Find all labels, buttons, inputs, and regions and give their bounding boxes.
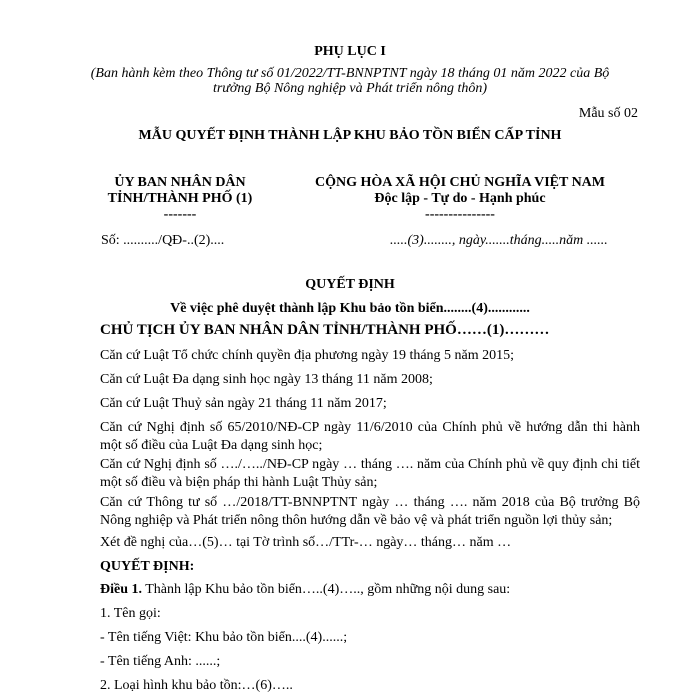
national-name: CỘNG HÒA XÃ HỘI CHỦ NGHĨA VIỆT NAM [314,175,605,190]
legal-basis-4: Căn cứ Nghị định số 65/2010/NĐ-CP ngày 11/6/2010 của Chính phủ về hướng dẫn thi hành một số điều của Luật Đa dạng sinh học; [100,420,640,453]
article-1 [100,582,510,598]
item-1-name: 1. Tên gọi: [100,606,161,621]
appendix-title: PHỤ LỤC I [314,44,386,59]
document-number: Số: ........../QĐ-..(2).... [101,233,225,248]
issuer-separator: ------- [163,207,197,222]
national-motto: Độc lập - Tự do - Hạnh phúc [374,191,546,206]
legal-basis-3: Căn cứ Luật Thuỷ sản ngày 21 tháng 11 năm 2017; [100,396,387,411]
issuer-line1: ỦY BAN NHÂN DÂN [114,175,246,190]
item-1-english-name: - Tên tiếng Anh: ......; [100,654,221,669]
form-title: MẪU QUYẾT ĐỊNH THÀNH LẬP KHU BẢO TỒN BIỂN CẤP TỈNH [138,128,562,143]
item-2-type: 2. Loại hình khu bảo tồn:…(6)….. [100,678,293,693]
legal-basis-2: Căn cứ Luật Đa dạng sinh học ngày 13 tháng 11 năm 2008; [100,372,433,387]
legal-basis-5: Căn cứ Nghị định số …./…../NĐ-CP ngày … tháng …. năm của Chính phủ về quy định chi tiết một số điều và biện pháp thi hành Luật Thủy sản; [100,457,640,490]
place-date: .....(3)........, ngày.......tháng.....năm ...... [390,233,608,248]
national-heading [290,175,630,223]
legal-basis-6: Căn cứ Thông tư số …/2018/TT-BNNPTNT ngày … tháng …. năm 2018 của Bộ trưởng Bộ Nông nghiệp và Phát triển nông thôn hướng dẫn về bảo vệ và phát triển nguồn lợi thủy sản; [100,495,640,528]
legal-basis-1: Căn cứ Luật Tổ chức chính quyền địa phương ngày 19 tháng 5 năm 2015; [100,348,515,363]
issuer-name [90,175,270,223]
appendix-subtitle-line1: (Ban hành kèm theo Thông tư số 01/2022/TT-BNNPTNT ngày 18 tháng 01 năm 2022 của Bộ [90,66,610,81]
decision-subject: Về việc phê duyệt thành lập Khu bảo tồn biển........(4)............ [170,301,530,316]
issuer-line2: TỈNH/THÀNH PHỐ (1) [107,191,253,206]
proposal-basis: Xét đề nghị của…(5)… tại Tờ trình số…/TTr-… ngày… tháng… năm … [100,535,512,550]
article-1-label: Điều 1. [100,582,142,597]
appendix-subtitle-line2: trưởng Bộ Nông nghiệp và Phát triển nông thôn) [212,81,488,96]
form-number: Mẫu số 02 [578,106,638,121]
item-1-vietnamese-name: - Tên tiếng Việt: Khu bảo tồn biển....(4)......; [100,630,348,645]
article-1-text: Thành lập Khu bảo tồn biển…..(4)….., gồm những nội dung sau: [142,582,511,597]
decision-authority: CHỦ TỊCH ỦY BAN NHÂN DÂN TỈNH/THÀNH PHỐ……(1)……… [100,322,550,338]
decision-title: QUYẾT ĐỊNH [305,277,395,292]
national-separator: --------------- [425,207,495,222]
decides-heading: QUYẾT ĐỊNH: [100,559,195,574]
